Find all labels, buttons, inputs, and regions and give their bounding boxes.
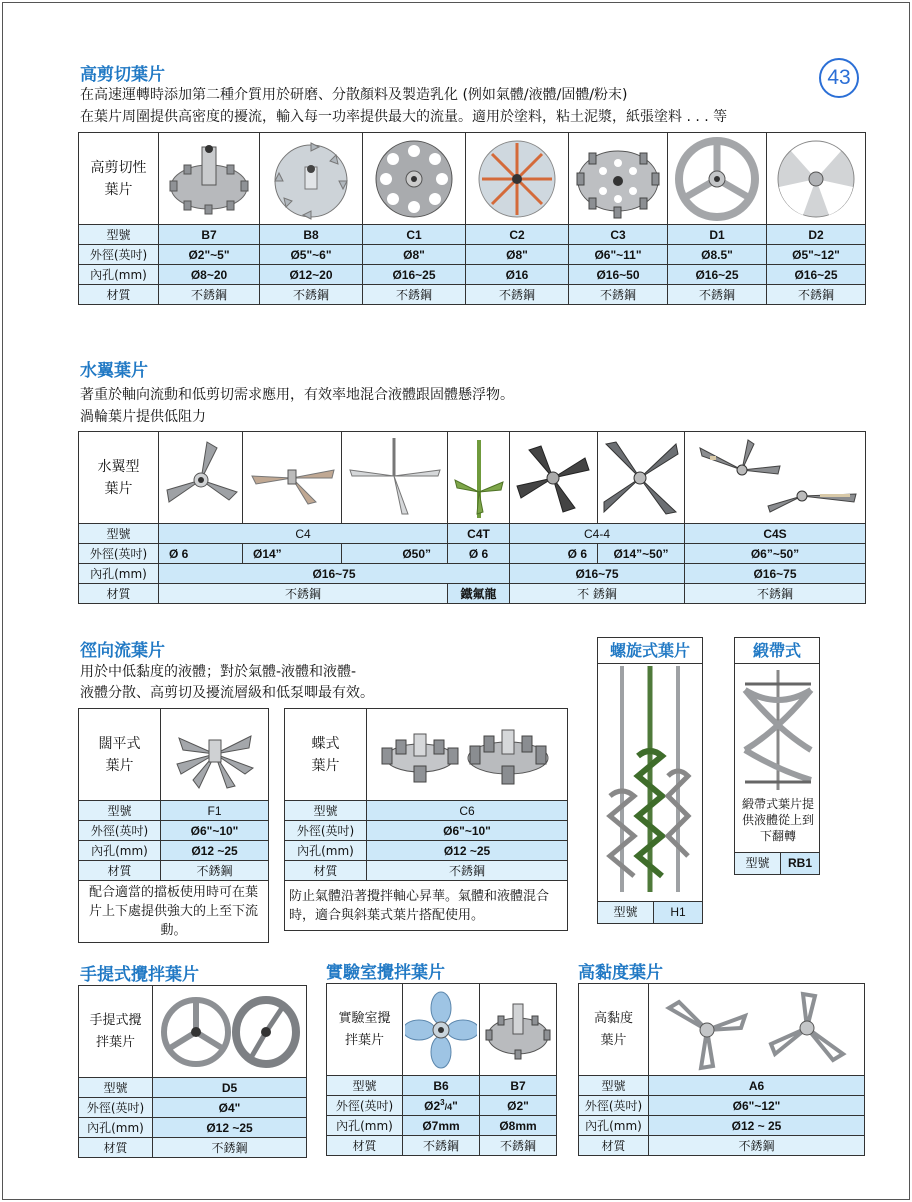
b6-model: B6 <box>403 1076 480 1096</box>
hydrofoil-model-label: 型號 <box>79 524 159 544</box>
d5-bore: Ø12 ~25 <box>153 1118 307 1138</box>
high-viscosity-table <box>578 983 865 1156</box>
d5-od-label: 外徑(英吋) <box>79 1098 153 1118</box>
b7-lab-od: Ø2" <box>480 1096 557 1116</box>
hydrofoil-desc-2: 渦輪葉片提供低阻力 <box>80 409 206 425</box>
f1-material: 不銹鋼 <box>161 861 269 881</box>
disc-turbine-icon <box>372 718 562 792</box>
three-blade-hydrofoil-icon <box>163 436 239 520</box>
c1-model: C1 <box>363 225 466 245</box>
f1-material-label: 材質 <box>79 861 161 881</box>
d2-od: Ø5"~12" <box>767 245 866 265</box>
a6-material-label: 材質 <box>579 1136 649 1156</box>
radial-desc-2: 液體分散、高剪切及擾流層級和低泵唧最有效。 <box>80 685 374 701</box>
a6-image <box>649 984 865 1076</box>
a6-od: Ø6"~12" <box>649 1096 865 1116</box>
hydrofoil-category: 水翼型 葉片 <box>79 432 159 524</box>
c4-4-bore: Ø16~75 <box>510 564 685 584</box>
helical-model: H1 <box>670 905 686 919</box>
sawtooth-disc-icon <box>266 137 356 221</box>
a6-model: A6 <box>649 1076 865 1096</box>
helical-title: 螺旋式葉片 <box>598 638 702 664</box>
high-viscosity-title: 高黏度葉片 <box>578 963 663 983</box>
three-blade-hydrofoil-icon <box>346 436 444 520</box>
b7-image <box>159 133 260 225</box>
high-shear-category: 高剪切性 葉片 <box>79 133 159 225</box>
ribbon-desc: 緞帶式葉片提供液體從上到下翻轉 <box>741 797 814 843</box>
c2-bore: Ø16 <box>466 265 569 285</box>
b8-model: B8 <box>260 225 363 245</box>
d5-image <box>153 986 307 1078</box>
b8-image <box>260 133 363 225</box>
high-shear-od-label: 外徑(英吋) <box>79 245 159 265</box>
radial-desc-1: 用於中低黏度的液體；對於氣體-液體和液體- <box>80 664 357 680</box>
b7-model: B7 <box>159 225 260 245</box>
c4-4-od-2: Ø14”~50” <box>598 544 685 564</box>
three-blade-ring-icon <box>771 137 861 221</box>
d1-od: Ø8.5" <box>668 245 767 265</box>
c4s-model: C4S <box>685 524 866 544</box>
c6-material-label: 材質 <box>285 861 367 881</box>
helical-screw-icon <box>600 666 700 894</box>
teflon-hydrofoil-icon <box>451 436 507 520</box>
c2-od: Ø8" <box>466 245 569 265</box>
hydrofoil-material-label: 材質 <box>79 584 159 604</box>
lab-bore-label: 內孔(mm) <box>327 1116 403 1136</box>
d1-image <box>668 133 767 225</box>
anchor-impeller-icon <box>657 988 857 1072</box>
ribbon-impeller-icon <box>737 670 819 792</box>
c4-4-14-image <box>598 432 685 524</box>
b6-bore: Ø7mm <box>403 1116 480 1136</box>
hydrofoil-table <box>78 431 866 604</box>
high-shear-desc-1: 在高速運轉時添加第二種介質用於研磨、分散顏料及製造乳化 (例如氣體/液體/固體/粉末) <box>80 87 628 103</box>
d1-bore: Ø16~25 <box>668 265 767 285</box>
b6-image <box>403 984 480 1076</box>
c4t-model: C4T <box>448 524 510 544</box>
c6-od-label: 外徑(英吋) <box>285 821 367 841</box>
ribbon-box <box>734 637 820 875</box>
c3-model: C3 <box>569 225 668 245</box>
c6-model: C6 <box>367 801 568 821</box>
c3-material: 不銹鋼 <box>569 285 668 305</box>
c6-bore: Ø12 ~25 <box>367 841 568 861</box>
c3-bore: Ø16~50 <box>569 265 668 285</box>
a6-material: 不銹鋼 <box>649 1136 865 1156</box>
perforated-disc-icon <box>369 137 459 221</box>
lab-model-label: 型號 <box>327 1076 403 1096</box>
helical-model-label: 型號 <box>598 902 654 923</box>
toothed-perforated-disc-icon <box>573 137 663 221</box>
c6-model-label: 型號 <box>285 801 367 821</box>
c4-material: 不銹鋼 <box>159 584 448 604</box>
b7-material: 不銹鋼 <box>159 285 260 305</box>
sawtooth-disc-icon <box>164 137 254 221</box>
c4s-image <box>685 432 866 524</box>
a6-bore: Ø12 ~ 25 <box>649 1116 865 1136</box>
c4t-material: 鐵氟龍 <box>448 584 510 604</box>
d1-model: D1 <box>668 225 767 245</box>
high-viscosity-category: 高黏度 葉片 <box>579 984 649 1076</box>
c1-image <box>363 133 466 225</box>
c3-od: Ø6"~11" <box>569 245 668 265</box>
high-shear-title: 高剪切葉片 <box>80 65 165 85</box>
c6-material: 不銹鋼 <box>367 861 568 881</box>
handheld-category: 手提式攪 拌葉片 <box>79 986 153 1078</box>
b8-material: 不銹鋼 <box>260 285 363 305</box>
d5-model: D5 <box>153 1078 307 1098</box>
a6-model-label: 型號 <box>579 1076 649 1096</box>
page-number: 43 <box>819 58 859 98</box>
ribbon-model-label: 型號 <box>735 853 781 874</box>
d5-model-label: 型號 <box>79 1078 153 1098</box>
c4s-od: Ø6”~50” <box>685 544 866 564</box>
c6-table <box>284 708 568 931</box>
f1-image <box>161 709 269 801</box>
c6-od: Ø6"~10" <box>367 821 568 841</box>
handheld-table <box>78 985 307 1158</box>
helical-box <box>597 637 703 924</box>
d5-od: Ø4" <box>153 1098 307 1118</box>
c3-image <box>569 133 668 225</box>
c4-14-image <box>243 432 342 524</box>
lab-od-label: 外徑(英吋) <box>327 1096 403 1116</box>
c4-4-material: 不 銹鋼 <box>510 584 685 604</box>
b7-lab-model: B7 <box>480 1076 557 1096</box>
b8-od: Ø5"~6" <box>260 245 363 265</box>
radial-title: 徑向流葉片 <box>80 641 165 661</box>
lab-material-label: 材質 <box>327 1136 403 1156</box>
f1-bore-label: 內孔(mm) <box>79 841 161 861</box>
d5-material-label: 材質 <box>79 1138 153 1158</box>
f1-od: Ø6"~10" <box>161 821 269 841</box>
c4t-image <box>448 432 510 524</box>
b7-lab-bore: Ø8mm <box>480 1116 557 1136</box>
c4-4-od-1: Ø 6 <box>510 544 598 564</box>
b7-bore: Ø8~20 <box>159 265 260 285</box>
c2-material: 不銹鋼 <box>466 285 569 305</box>
b8-bore: Ø12~20 <box>260 265 363 285</box>
c4s-material: 不銹鋼 <box>685 584 866 604</box>
c6-note: 防止氣體沿著攪拌軸心昇華。氣體和液體混合時，適合與斜葉式葉片搭配使用。 <box>285 881 568 931</box>
c4-od-2: Ø14” <box>243 544 342 564</box>
b7-lab-image <box>480 984 557 1076</box>
handheld-title: 手提式攪拌葉片 <box>80 965 199 985</box>
high-shear-desc-2: 在葉片周圍提供高密度的擾流，輸入每一功率提供最大的流量。適用於塗料，粘土泥漿，紙張塗料 . . . 等 <box>80 109 728 125</box>
ribbon-title: 緞帶式 <box>735 638 819 664</box>
c4s-bore: Ø16~75 <box>685 564 866 584</box>
f1-table <box>78 708 269 943</box>
lab-title: 實驗室攪拌葉片 <box>326 963 445 983</box>
c1-bore: Ø16~25 <box>363 265 466 285</box>
b6-od: $Ø2^3/4$" <box>403 1096 480 1116</box>
d5-bore-label: 內孔(mm) <box>79 1118 153 1138</box>
c4-4-model: C4-4 <box>510 524 685 544</box>
c4-6-image <box>159 432 243 524</box>
c2-model: C2 <box>466 225 569 245</box>
f1-model: F1 <box>161 801 269 821</box>
f1-od-label: 外徑(英吋) <box>79 821 161 841</box>
lab-category: 實驗室攪 拌葉片 <box>327 984 403 1076</box>
c4-od-3: Ø50” <box>342 544 448 564</box>
f1-category: 闊平式 葉片 <box>79 709 161 801</box>
c4-od-1: Ø 6 <box>159 544 243 564</box>
d2-model: D2 <box>767 225 866 245</box>
hydrofoil-title: 水翼葉片 <box>80 361 148 381</box>
a6-bore-label: 內孔(mm) <box>579 1116 649 1136</box>
d2-image <box>767 133 866 225</box>
c1-material: 不銹鋼 <box>363 285 466 305</box>
c1-od: Ø8" <box>363 245 466 265</box>
hydrofoil-bore-label: 內孔(mm) <box>79 564 159 584</box>
propeller-icon <box>405 990 477 1070</box>
c4-model: C4 <box>159 524 448 544</box>
b6-material: 不銹鋼 <box>403 1136 480 1156</box>
c6-bore-label: 內孔(mm) <box>285 841 367 861</box>
hydrofoil-desc-1: 著重於軸向流動和低剪切需求應用，有效率地混合液體跟固體懸浮物。 <box>80 387 514 403</box>
d2-material: 不銹鋼 <box>767 285 866 305</box>
serrated-hydrofoil-icon <box>690 436 860 520</box>
high-shear-table <box>78 132 866 305</box>
f1-bore: Ø12 ~25 <box>161 841 269 861</box>
flat-blade-impeller-icon <box>165 718 265 792</box>
ring-impeller-icon <box>156 990 304 1074</box>
c6-category: 蝶式 葉片 <box>285 709 367 801</box>
sawtooth-disc-icon <box>482 990 554 1070</box>
d1-material: 不銹鋼 <box>668 285 767 305</box>
high-shear-model-label: 型號 <box>79 225 159 245</box>
d5-material: 不銹鋼 <box>153 1138 307 1158</box>
c2-image <box>466 133 569 225</box>
c4-bore: Ø16~75 <box>159 564 510 584</box>
c4-50-image <box>342 432 448 524</box>
dispersion-disc-icon <box>472 137 562 221</box>
high-shear-material-label: 材質 <box>79 285 159 305</box>
three-blade-hydrofoil-icon <box>246 436 338 520</box>
ring-disc-icon <box>672 137 762 221</box>
b7-od: Ø2"~5" <box>159 245 260 265</box>
b7-lab-material: 不銹鋼 <box>480 1136 557 1156</box>
hydrofoil-od-label: 外徑(英吋) <box>79 544 159 564</box>
four-blade-hydrofoil-icon <box>513 436 595 520</box>
d2-bore: Ø16~25 <box>767 265 866 285</box>
high-shear-bore-label: 內孔(mm) <box>79 265 159 285</box>
c4-4-6-image <box>510 432 598 524</box>
f1-model-label: 型號 <box>79 801 161 821</box>
a6-od-label: 外徑(英吋) <box>579 1096 649 1116</box>
ribbon-model: RB1 <box>787 856 812 870</box>
f1-note: 配合適當的擋板使用時可在葉片上下處提供強大的上至下流動。 <box>79 881 269 943</box>
lab-table <box>326 983 557 1156</box>
four-blade-hydrofoil-icon <box>600 436 682 520</box>
c4t-od: Ø 6 <box>448 544 510 564</box>
c6-image <box>367 709 568 801</box>
